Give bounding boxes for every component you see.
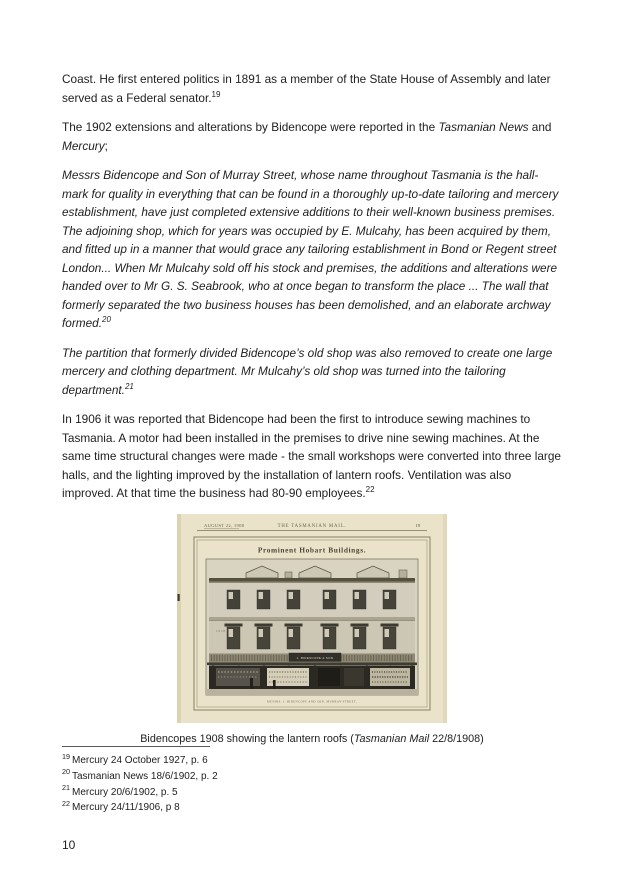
shop-sign-text: J. BIDENCOPE & SON [296, 655, 334, 660]
string-course [209, 617, 415, 620]
caption-text: 22/8/1908) [429, 732, 484, 745]
storefront [209, 665, 415, 689]
footnote-text: Mercury 24 October 1927, p. 6 [72, 755, 208, 766]
newspaper-clipping-image [177, 514, 447, 723]
footnote-number: 20 [62, 767, 70, 777]
page-content [62, 70, 562, 745]
pavement [206, 689, 418, 695]
paragraph-politics [62, 70, 562, 107]
wall-date-text: 1848 [216, 628, 226, 633]
footnote-text: Tasmanian News 18/6/1902, p. 2 [72, 770, 218, 782]
paper-edge-shading [177, 514, 181, 723]
paragraph-text: and [528, 120, 552, 134]
paragraph-1902-extensions [62, 118, 562, 155]
person-figure [250, 678, 253, 689]
caption-text: Bidencopes 1908 showing the lantern roofs ( [140, 732, 354, 745]
cornice-shadow [209, 581, 415, 582]
person-figure [273, 680, 276, 689]
footnote-text: Mercury 20/6/1902, p. 5 [72, 786, 178, 798]
paper-edge-shading-right [443, 514, 447, 723]
masthead-title: THE TASMANIAN MAIL. [277, 523, 347, 529]
building-photo [206, 559, 418, 695]
shop-doorway [318, 668, 340, 686]
parapet-cornice [209, 578, 415, 582]
quote-text: The partition that formerly divided Bidencope’s old shop was also removed to create one large mercery and clothing department. Mr Mulcahy’s old shop was turned into the tailoring department. [62, 345, 553, 397]
masthead-page-number: 19 [415, 522, 420, 528]
block-quote-news-report [62, 166, 562, 333]
building-windows-upper [209, 583, 415, 617]
footnote-separator [62, 746, 210, 747]
figure-newspaper-clipping [62, 514, 562, 745]
building-frieze [209, 653, 415, 663]
scan-artifact-mark [178, 594, 180, 601]
building-windows-middle [209, 621, 415, 654]
footnote-number: 19 [62, 751, 70, 761]
footnote-20 [62, 769, 562, 785]
paragraph-text: ; [104, 138, 108, 153]
photo-microcaption: MESSRS. J. BIDENCOPE AND SON, MURRAY-STREET. [266, 699, 358, 703]
footnote-21 [62, 785, 562, 801]
footnote-19 [62, 753, 562, 769]
newspaper-headline: Prominent Hobart Buildings. [257, 545, 367, 554]
quote-text: Messrs Bidencope and Son of Murray Street, whose name throughout Tasmania is the hall-mark for quality in everything that can be found in a thoroughly up-to-date tailoring and mercery establishment, have just completed extensive additions to their well-known business premises. The adjoining shop, which for years was occupied by E. Mulcahy, has been acquired by them, and fitted up in a manner that would grace any tailoring establishment in Bond or Regent street London... When Mr Mulcahy sold off his stock and premises, the additions and alterations were handed over to Mr G. S. Seabrook, who at once began to transform the place ... The wall that formerly separated the two business houses has been demolished, and an elaborate archway formed. [62, 168, 559, 330]
footnote-ref-20: 20 [102, 315, 111, 325]
newspaper-name-italic: Mercury [62, 138, 105, 153]
figure-caption [62, 733, 562, 745]
chimney [285, 572, 292, 578]
paragraph-text: The 1902 extensions and alterations by Bidencope were reported in the [62, 120, 439, 134]
footnotes-section [62, 746, 562, 816]
block-quote-partition [62, 344, 562, 400]
footnote-text: Mercury 24/11/1906, p 8 [72, 802, 180, 814]
masthead-date: AUGUST 22, 1908 [204, 522, 245, 528]
caption-source-italic: Tasmanian Mail [353, 732, 430, 745]
paragraph-1906-sewing-machines [62, 410, 562, 503]
page-number: 10 [62, 838, 76, 852]
footnote-ref-21: 21 [124, 381, 134, 391]
footnote-number: 22 [62, 799, 70, 809]
footnote-ref-19: 19 [211, 89, 221, 99]
chimney [399, 570, 407, 578]
footnote-ref-22: 22 [365, 485, 375, 495]
footnote-number: 21 [62, 783, 70, 793]
newspaper-name-italic: Tasmanian News [438, 120, 529, 134]
paragraph-text: In 1906 it was reported that Bidencope had been the first to introduce sewing machines to Tasmania. A motor had been installed in the premises to drive nine sewing machines. At the same time structural changes were made - the small workshops were converted into three large halls, and the lighting improved by the installation of lantern roofs. Ventilation was also improved. At that time the business had 80-90 employees. [62, 412, 561, 500]
footnote-22 [62, 800, 562, 816]
paragraph-text: Coast. He first entered politics in 1891 as a member of the State House of Assembly and later served as a Federal senator. [62, 72, 551, 105]
